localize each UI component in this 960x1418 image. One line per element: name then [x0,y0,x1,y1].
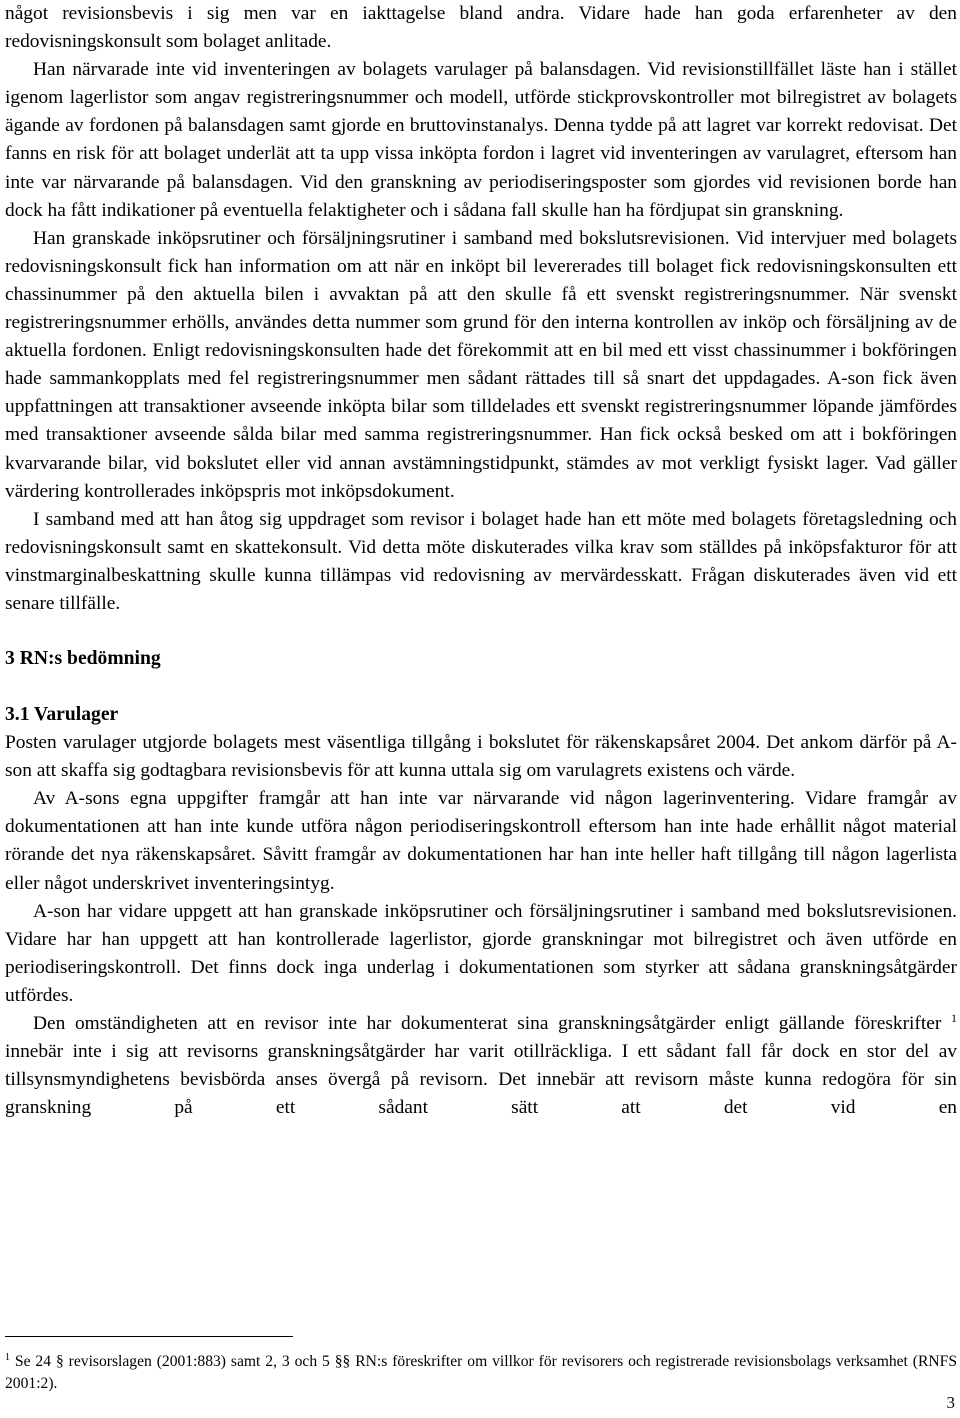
page-number: 3 [946,1393,955,1412]
footnote [5,1351,957,1395]
footnote-marker: 1 [5,1352,10,1363]
paragraph-2: Han närvarade inte vid inventeringen av bolagets varulager på balansdagen. Vid revisionstillfället läste han i stället igenom lagerlistor som angav registreringsnummer och modell, utförde stickprovskontroller mot bilregistret av bolagets ägande av fordonen på balansdagen samt gjorde en bruttovinstanalys. Denna tydde på att lagret var korrekt redovisat. Det fanns en risk för att bolaget underlät att ta upp vissa inköpta fordon i lagret vid inventeringen av varulagret, eftersom han inte var närvarande på balansdagen. Vid den granskning av periodiseringsposter som gjordes vid revisionen borde han dock ha fått indikationer på eventuella felaktigheter och i sådana fall skulle han ha fördjupat sin granskning. [5,59,957,221]
document-page [5,0,957,1122]
footnote-text: Se 24 § revisorslagen (2001:883) samt 2, 3 och 5 §§ RN:s föreskrifter om villkor för revisorers och registrerade revisionsbolags verksamhet (RNFS 2001:2). [5,1353,957,1392]
paragraph-4: I samband med att han åtog sig uppdraget som revisor i bolaget hade han ett möte med bolagets företagsledning och redovisningskonsult samt en skattekonsult. Vid detta möte diskuterades vilka krav som ställdes på inköpsfakturor för att vinstmarginalbeskattning skulle kunna tillämpas vid redovisning av mervärdesskatt. Frågan diskuterades även vid ett senare tillfälle. [5,508,957,614]
paragraph-8-end: innebär inte i sig att revisorns granskningsåtgärder har varit otillräckliga. I ett sådant fall får dock en stor del av tillsynsmyndighetens bevisbörda anses övergå på revisorn. Det innebär att revisorn måste kunna redogöra för sin granskning på ett sådant sätt att det vid en [5,1041,957,1119]
section-heading: 3 RN:s bedömning [5,648,161,670]
paragraph-5: Posten varulager utgjorde bolagets mest väsentliga tillgång i bokslutet för räkenskapsåret 2004. Det ankom därför på A-son att skaffa sig godtagbara revisionsbevis för att kunna uttala sig om varulagrets existens och värde. [5,732,957,782]
subsection-heading: 3.1 Varulager [5,704,119,726]
footnote-separator [5,1336,293,1337]
paragraph-6: Av A-sons egna uppgifter framgår att han inte var närvarande vid någon lagerinventering. Vidare framgår av dokumentationen att han inte kunde utföra någon periodiseringskontroll eftersom han inte hade erhållit något material rörande det nya räkenskapsåret. Såvitt framgår av dokumentationen har han inte heller haft tillgång till någon lagerlista eller något underskrivet inventeringsintyg. [5,788,957,894]
paragraph-3: Han granskade inköpsrutiner och försäljningsrutiner i samband med bokslutsrevisionen. Vid intervjuer med bolagets redovisningskonsult fick han information om att när en inköpt bil levererades till bolaget fick redovisningskonsulten ett chassinummer på den aktuella bilen i avvaktan på att den skulle få ett svenskt registreringsnummer. När svenskt registreringsnummer erhölls, användes detta nummer som grund för den interna kontrollen av inköp och försäljning av de aktuella fordonen. Enligt redovisningskonsulten hade det förekommit att en bil med ett visst chassinummer i bokföringen hade sammankopplats med fel registreringsnummer men sådant rättades till så snart det uppdagades. A-son fick även uppfattningen att transaktioner avseende inköpta bilar som tilldelades ett svenskt registreringsnummer löpande jämfördes med transaktioner avseende sålda bilar med samma registreringsnummer. Han fick också besked om att i bokföringen kvarvarande bilar, vid bokslutet eller vid annan avstämningstidpunkt, stämdes av mot verkligt fysiskt lager. Vad gäller värdering kontrollerades inköpspris mot inköpsdokument. [5,227,957,502]
footnote-reference: 1 [951,1011,957,1025]
paragraph-7: A-son har vidare uppgett att han granskade inköpsrutiner och försäljningsrutiner i samband med bokslutsrevisionen. Vidare har han uppgett att han kontrollerade lagerlistor, gjorde granskningar mot bilregistret och även utförde en periodiseringskontroll. Det finns dock inga underlag i dokumentationen som styrker att sådana granskningsåtgärder utfördes. [5,900,957,1006]
paragraph-8-start: Den omständigheten att en revisor inte har dokumenterat sina granskningsåtgärder enligt gällande föreskrifter [33,1013,942,1034]
paragraph-8 [5,1010,957,1122]
paragraph-1: något revisionsbevis i sig men var en iakttagelse bland andra. Vidare hade han goda erfarenheter av den redovisningskonsult som bolaget anlitade. [5,3,957,53]
